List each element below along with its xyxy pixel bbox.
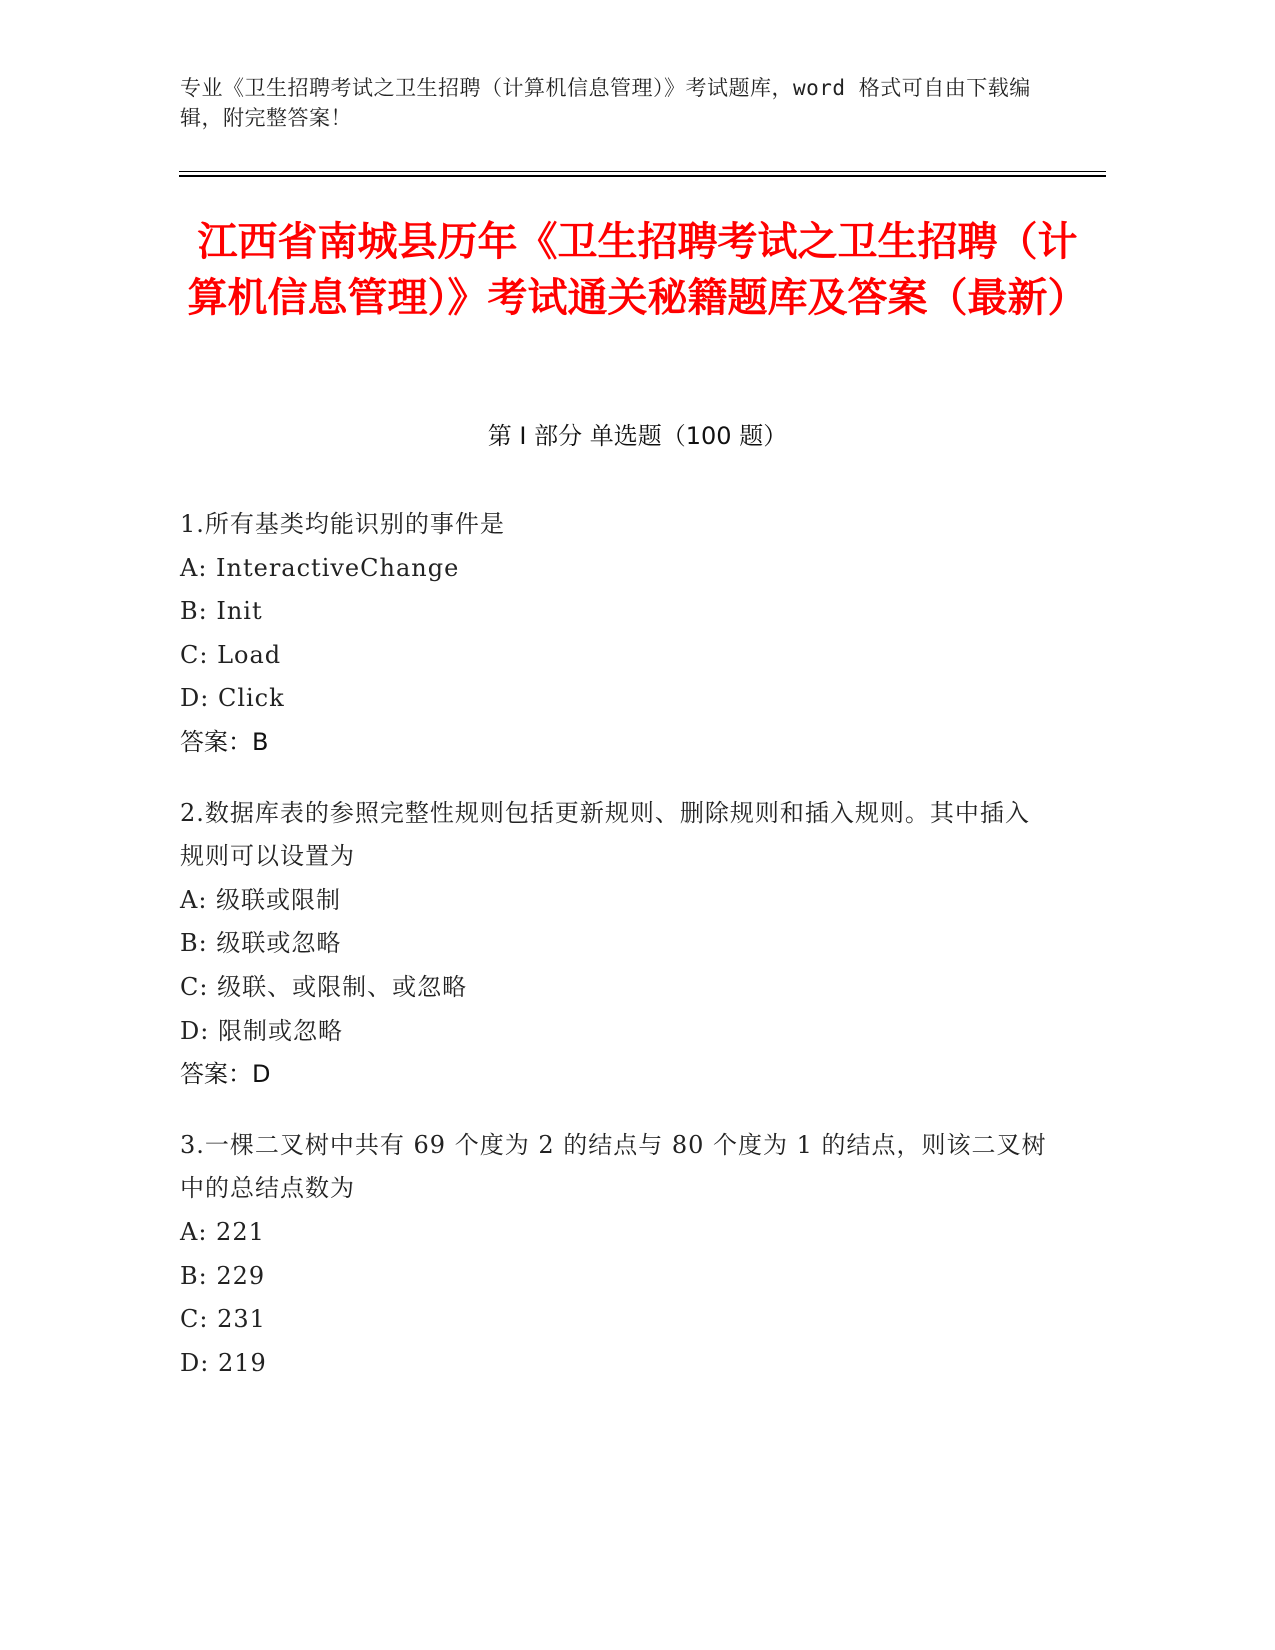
option-d: D: 限制或忽略 <box>180 1016 343 1045</box>
answer: 答案：D <box>180 1060 271 1089</box>
option-a: A: 级联或限制 <box>180 885 342 914</box>
section-title: 第 I 部分 单选题（100 题） <box>487 422 788 450</box>
question-2 <box>180 792 1050 1097</box>
answer: 答案：B <box>180 727 269 756</box>
question-stem: 1.所有基类均能识别的事件是 <box>180 510 505 538</box>
option-b: B: Init <box>180 597 263 626</box>
document-title: 江西省南城县历年《卫生招聘考试之卫生招聘（计算机信息管理）》考试通关秘籍题库及答案（最新） <box>187 219 1088 321</box>
header-rule-thin <box>179 171 1106 172</box>
question-1 <box>180 503 1050 765</box>
option-c: C: Load <box>180 640 282 669</box>
option-b: B: 229 <box>180 1261 266 1290</box>
option-d: D: 219 <box>180 1348 267 1377</box>
question-list <box>180 503 1050 1412</box>
header-note: 专业《卫生招聘考试之卫生招聘（计算机信息管理）》考试题库，word 格式可自由下载编辑，附完整答案！ <box>180 76 1031 130</box>
option-a: A: 221 <box>180 1217 265 1246</box>
option-b: B: 级联或忽略 <box>180 929 342 958</box>
question-stem: 2.数据库表的参照完整性规则包括更新规则、删除规则和插入规则。其中插入规则可以设置为 <box>180 798 1030 871</box>
option-c: C: 级联、或限制、或忽略 <box>180 972 468 1001</box>
question-3 <box>180 1124 1050 1386</box>
option-c: C: 231 <box>180 1305 266 1334</box>
header-rule-thick <box>179 175 1106 177</box>
option-a: A: InteractiveChange <box>180 553 460 582</box>
option-d: D: Click <box>180 684 285 713</box>
question-stem: 3.一棵二叉树中共有 69 个度为 2 的结点与 80 个度为 1 的结点，则该二叉树中的总结点数为 <box>180 1130 1047 1203</box>
